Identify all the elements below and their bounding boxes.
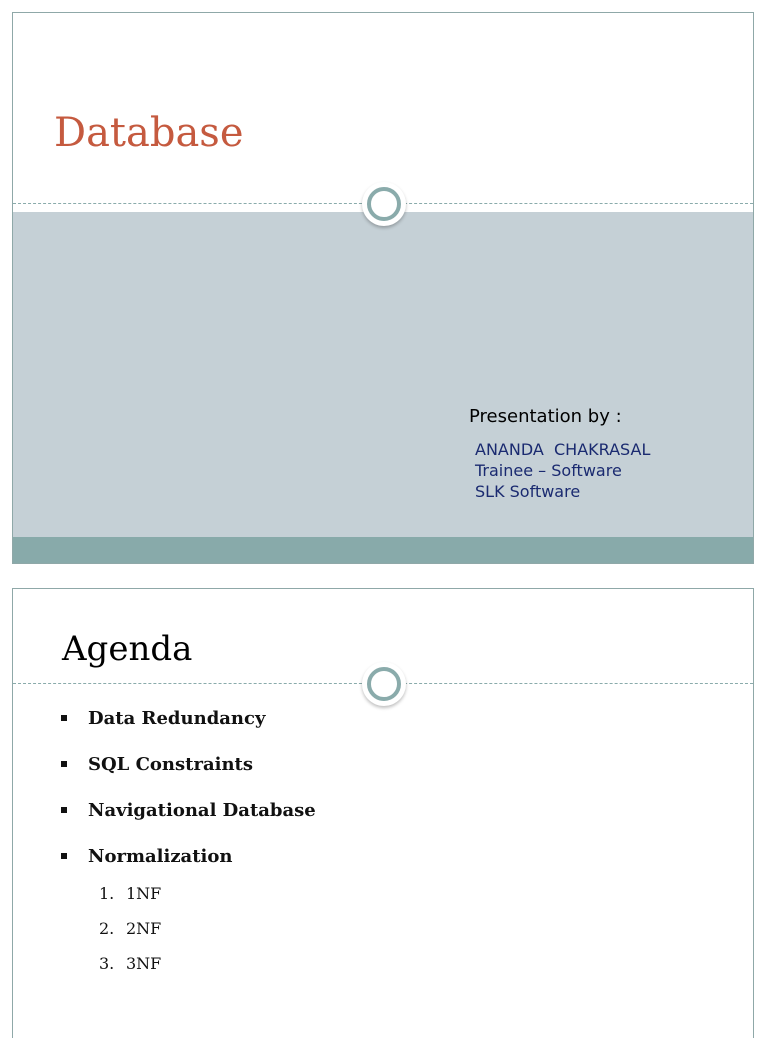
presenter-info <box>475 439 650 502</box>
square-bullet-icon <box>61 853 67 859</box>
agenda-slide: Agenda Data Redundancy SQL Constraints Navigational Database Normalization 1. 1NF 2. 2NF 3. 3NF <box>12 588 754 1038</box>
divider-circle-icon <box>362 662 406 706</box>
presenter-role: Trainee – Software <box>475 461 622 480</box>
slide-title: Agenda <box>62 629 193 669</box>
presenter-company: SLK Software <box>475 482 581 501</box>
presenter-name: ANANDA CHAKRASAL <box>475 440 651 459</box>
square-bullet-icon <box>61 761 67 767</box>
ring-icon <box>367 667 401 701</box>
square-bullet-icon <box>61 807 67 813</box>
footer-band <box>13 537 753 564</box>
square-bullet-icon <box>61 715 67 721</box>
ring-icon <box>367 187 401 221</box>
title-slide <box>12 12 754 564</box>
presentation-label: Presentation by : <box>469 406 622 427</box>
divider-circle-icon <box>362 182 406 226</box>
slide-title: Database <box>54 110 244 156</box>
